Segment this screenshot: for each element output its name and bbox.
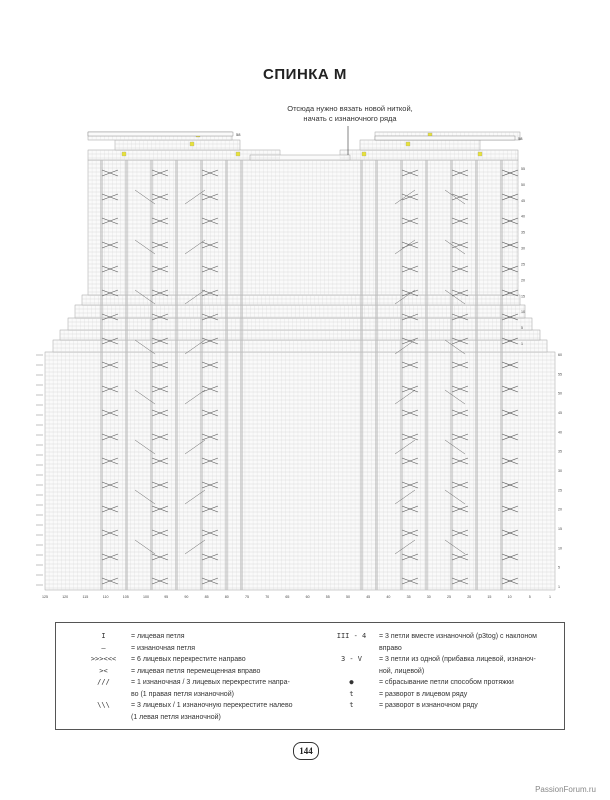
cable-column	[425, 160, 428, 590]
marker-cell	[406, 142, 410, 146]
y-tick-label-lower: 30	[558, 469, 562, 473]
x-tick-label: 70	[265, 595, 270, 599]
legend-row	[324, 700, 559, 712]
top-row-left	[88, 132, 233, 136]
page-number: 144	[293, 742, 319, 760]
y-tick-label-upper: 15	[521, 294, 525, 299]
x-tick-label: 125	[42, 595, 48, 599]
cable-column	[175, 160, 178, 590]
y-tick-label-upper: 40	[521, 214, 525, 219]
cable-column	[475, 160, 478, 590]
x-tick-label: 105	[122, 595, 129, 599]
y-tick-label-lower: 55	[558, 372, 562, 377]
cable-column	[360, 160, 363, 590]
legend	[55, 622, 565, 730]
legend-row	[76, 712, 306, 724]
legend-text: ной, лицевой)	[379, 667, 425, 675]
legend-symbol: –	[101, 643, 106, 652]
legend-row	[76, 677, 306, 689]
marker-cell	[362, 152, 366, 156]
y-tick-label-lower: 20	[558, 507, 562, 512]
marker-cell	[122, 152, 126, 156]
x-tick-label: 100	[143, 595, 149, 599]
legend-right-column	[324, 631, 559, 712]
x-tick-label: 20	[467, 595, 472, 599]
cable-column	[375, 160, 378, 590]
legend-text: = лицевая петля	[131, 633, 185, 640]
x-tick-label: 85	[204, 595, 209, 599]
legend-symbol: ●	[349, 678, 354, 686]
chart-block	[68, 318, 532, 330]
watermark: PassionForum.ru	[535, 785, 596, 794]
note-line-2: начать с изнаночного ряда	[303, 114, 397, 123]
legend-row	[76, 666, 306, 678]
x-tick-label: 90	[184, 595, 189, 599]
cable-column	[225, 160, 228, 590]
legend-row	[76, 654, 306, 666]
legend-text: = разворот в лицевом ряду	[379, 690, 468, 698]
y-tick-label-lower: 1	[558, 585, 560, 589]
y-tick-label-upper: 25	[521, 262, 525, 267]
cable-column	[125, 160, 128, 590]
y-tick-label-lower: 45	[558, 411, 562, 415]
y-tick-label-upper: 30	[521, 246, 525, 251]
legend-symbol: 3 - V	[340, 655, 363, 663]
legend-text: во (1 правая петля изнаночной)	[131, 690, 234, 698]
top-row-right	[375, 136, 515, 140]
y-tick-label-lower: 5	[558, 565, 560, 570]
cable-column	[450, 160, 453, 590]
page-title: СПИНКА М	[263, 66, 347, 83]
cable-column	[240, 160, 243, 590]
legend-row	[324, 643, 559, 655]
legend-symbol: III - 4	[336, 632, 367, 640]
x-tick-label: 5	[528, 595, 531, 599]
legend-row	[324, 666, 559, 678]
neck-band	[250, 155, 350, 160]
legend-symbol: t	[349, 701, 354, 709]
legend-symbol: I	[101, 632, 106, 640]
legend-text: = сбрасывание петли способом протяжки	[379, 679, 514, 686]
legend-row	[76, 700, 306, 712]
cable-column	[150, 160, 153, 590]
cable-column	[200, 160, 203, 590]
x-tick-label: 75	[245, 595, 249, 599]
x-tick-label: 115	[82, 595, 89, 599]
top-row-label-left: 58	[236, 132, 241, 137]
note-line-1: Отсюда нужно вязать новой ниткой,	[287, 104, 413, 113]
x-tick-label: 30	[426, 595, 431, 599]
y-tick-label-lower: 60	[558, 353, 562, 357]
x-tick-label: 10	[507, 595, 512, 599]
legend-text: (1 левая петля изнаночной)	[131, 713, 221, 721]
x-tick-label: 120	[62, 595, 69, 599]
legend-row	[324, 631, 559, 643]
legend-text: = 1 изнаночная / 3 лицевых перекрестите напра-	[131, 679, 290, 686]
marker-cell	[190, 142, 194, 146]
chart-block	[115, 140, 240, 150]
legend-text: вправо	[379, 644, 402, 652]
cable-column	[500, 160, 503, 590]
x-tick-label: 35	[406, 595, 411, 599]
x-tick-label: 40	[386, 595, 391, 599]
x-tick-label: 15	[487, 595, 492, 599]
x-tick-label: 1	[549, 595, 551, 599]
x-tick-label: 25	[447, 595, 451, 599]
x-tick-label: 45	[366, 595, 371, 599]
y-tick-label-upper: 55	[521, 167, 525, 171]
y-tick-label-lower: 10	[558, 546, 562, 551]
legend-symbol: ///	[97, 678, 110, 686]
legend-symbol: >>><<<	[90, 655, 117, 663]
cable-column	[400, 160, 403, 590]
y-tick-label-lower: 25	[558, 488, 562, 493]
y-tick-label-upper: 10	[521, 310, 525, 315]
legend-text: = изнаночная петля	[131, 644, 196, 652]
x-tick-label: 95	[164, 595, 169, 599]
legend-row	[324, 677, 559, 689]
x-tick-label: 55	[325, 595, 330, 599]
x-tick-label: 50	[346, 595, 350, 599]
cable-column	[100, 160, 103, 590]
marker-cell	[478, 152, 482, 156]
legend-row	[76, 631, 306, 643]
y-tick-label-upper: 20	[521, 278, 525, 283]
chart-block	[340, 150, 518, 160]
x-tick-label: 80	[224, 595, 229, 599]
legend-left-column	[76, 631, 306, 723]
legend-text: = 6 лицевых перекрестите направо	[131, 656, 246, 663]
y-tick-label-upper: 45	[521, 198, 525, 203]
legend-row	[324, 689, 559, 701]
y-tick-label-lower: 40	[558, 430, 562, 435]
legend-text: = разворот в изнаночном ряду	[379, 702, 478, 709]
y-tick-label-lower: 15	[558, 527, 562, 531]
y-tick-label-upper: 50	[521, 182, 525, 187]
y-tick-label-lower: 50	[558, 391, 562, 396]
legend-row	[324, 654, 559, 666]
y-tick-label-upper: 35	[521, 230, 525, 235]
y-tick-label-upper: 5	[521, 326, 523, 331]
legend-row	[76, 689, 306, 701]
y-tick-label-lower: 35	[558, 449, 562, 454]
legend-text: = лицевая петля перемещенная вправо	[131, 667, 261, 675]
y-tick-label-upper: 1	[521, 342, 523, 346]
legend-symbol: t	[349, 689, 354, 698]
legend-row	[76, 643, 306, 655]
legend-symbol: ><	[99, 666, 108, 675]
legend-text: = 3 лицевых / 1 изнаночную перекрестите налево	[131, 702, 293, 709]
chart-block	[45, 352, 555, 590]
x-tick-label: 65	[285, 595, 290, 599]
x-tick-label: 60	[305, 595, 310, 599]
legend-symbol: \\\	[97, 701, 110, 709]
top-row-label-right: 58	[518, 136, 523, 141]
marker-cell	[236, 152, 240, 156]
x-tick-label: 110	[102, 595, 109, 599]
legend-text: = 3 петли из одной (прибавка лицевой, изнаноч-	[379, 656, 536, 663]
legend-text: = 3 петли вместе изнаночной (p3tog) с наклоном	[379, 633, 537, 640]
